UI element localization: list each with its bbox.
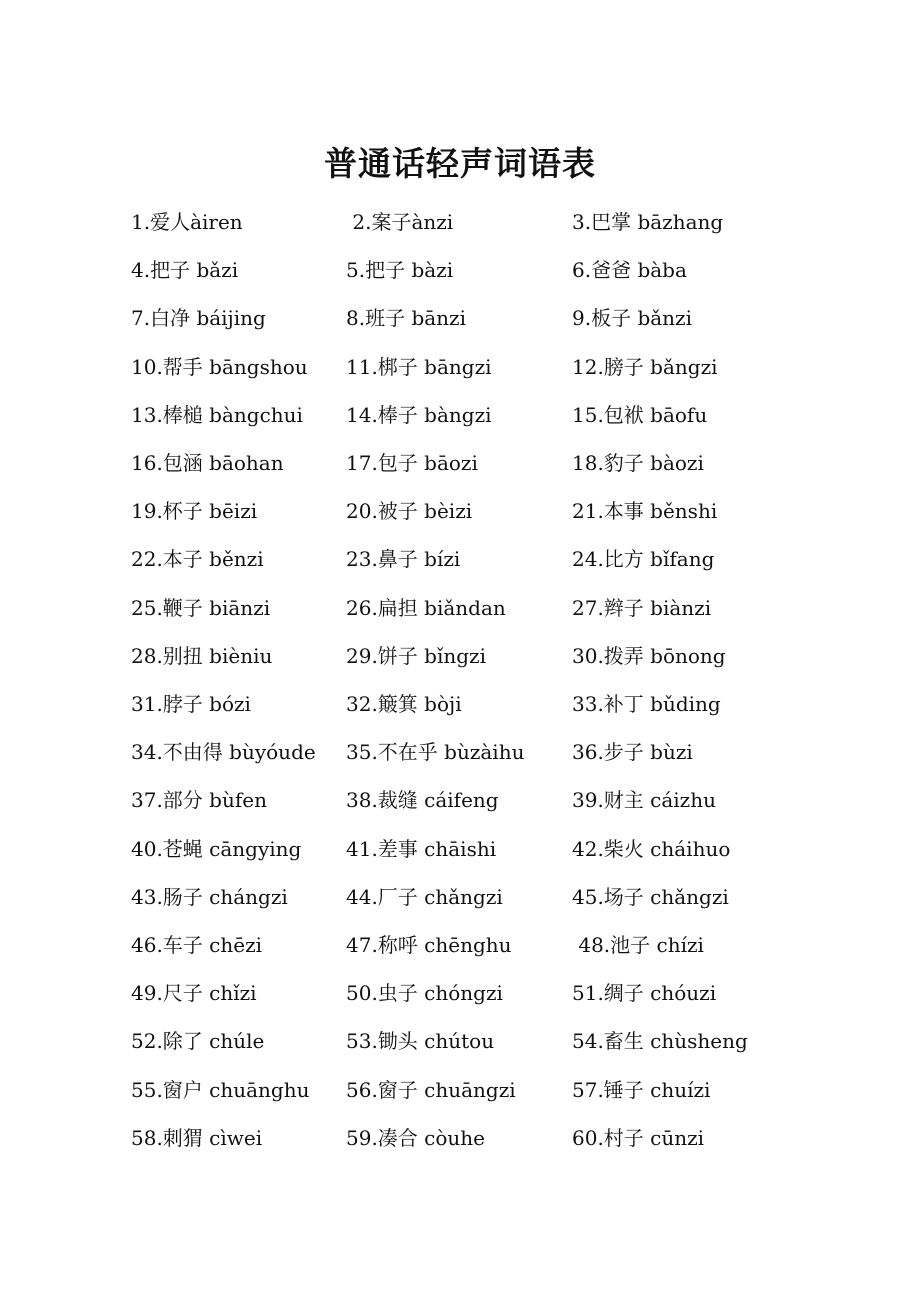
- word-entry: 11.梆子 bāngzi: [346, 355, 492, 379]
- word-entry: 55.窗户 chuānghu: [131, 1078, 310, 1102]
- word-row: [0, 593, 920, 623]
- word-row: [0, 400, 920, 430]
- word-entry: 25.鞭子 biānzi: [131, 596, 271, 620]
- word-row: [0, 1123, 920, 1153]
- word-entry: 21.本事 běnshi: [572, 499, 718, 523]
- word-entry: 36.步子 bùzi: [572, 740, 693, 764]
- word-entry: 39.财主 cáizhu: [572, 788, 716, 812]
- word-entry: 29.饼子 bǐngzi: [346, 644, 486, 668]
- word-entry: 51.绸子 chóuzi: [572, 981, 717, 1005]
- word-row: [0, 785, 920, 815]
- word-entry: 24.比方 bǐfang: [572, 547, 715, 571]
- word-row: [0, 544, 920, 574]
- word-row: [0, 1026, 920, 1056]
- word-entry: 58.刺猬 cìwei: [131, 1126, 263, 1150]
- word-entry: 13.棒槌 bàngchui: [131, 403, 303, 427]
- word-entry: 3.巴掌 bāzhang: [572, 210, 724, 234]
- word-entry: 28.别扭 bièniu: [131, 644, 273, 668]
- word-entry: 40.苍蝇 cāngying: [131, 837, 302, 861]
- word-entry: 27.辫子 biànzi: [572, 596, 712, 620]
- word-entry: 7.白净 báijing: [131, 306, 266, 330]
- word-entry: 6.爸爸 bàba: [572, 258, 687, 282]
- word-entry: 16.包涵 bāohan: [131, 451, 284, 475]
- word-entry: 10.帮手 bāngshou: [131, 355, 308, 379]
- word-entry: 19.杯子 bēizi: [131, 499, 258, 523]
- word-entry: 54.畜生 chùsheng: [572, 1029, 748, 1053]
- word-entry: 37.部分 bùfen: [131, 788, 267, 812]
- word-row: [0, 303, 920, 333]
- page-title: 普通话轻声词语表: [324, 144, 596, 183]
- word-row: [0, 882, 920, 912]
- word-row: [0, 448, 920, 478]
- word-entry: 42.柴火 cháihuo: [572, 837, 731, 861]
- word-entry: 34.不由得 bùyóude: [131, 740, 316, 764]
- word-entry: 23.鼻子 bízi: [346, 547, 461, 571]
- word-entry: 31.脖子 bózi: [131, 692, 251, 716]
- word-entry: 32.簸箕 bòji: [346, 692, 462, 716]
- word-row: [0, 930, 920, 960]
- word-entry: 8.班子 bānzi: [346, 306, 466, 330]
- word-row: [0, 834, 920, 864]
- word-entry: 48.池子 chízi: [572, 933, 704, 957]
- word-entry: 35.不在乎 bùzàihu: [346, 740, 525, 764]
- word-entry: 47.称呼 chēnghu: [346, 933, 512, 957]
- word-entry: 49.尺子 chǐzi: [131, 981, 257, 1005]
- word-row: [0, 352, 920, 382]
- word-row: [0, 207, 920, 237]
- word-entry: 17.包子 bāozi: [346, 451, 478, 475]
- word-entry: 57.锤子 chuízi: [572, 1078, 711, 1102]
- word-entry: 4.把子 bǎzi: [131, 258, 239, 282]
- word-entry: 5.把子 bàzi: [346, 258, 454, 282]
- word-entry: 1.爱人àiren: [131, 210, 243, 234]
- word-entry: 30.拨弄 bōnong: [572, 644, 726, 668]
- word-entry: 44.厂子 chǎngzi: [346, 885, 503, 909]
- word-entry: 18.豹子 bàozi: [572, 451, 704, 475]
- word-entry: 45.场子 chǎngzi: [572, 885, 729, 909]
- word-entry: 9.板子 bǎnzi: [572, 306, 692, 330]
- word-row: [0, 255, 920, 285]
- word-entry: 26.扁担 biǎndan: [346, 596, 506, 620]
- word-entry: 33.补丁 bǔding: [572, 692, 721, 716]
- word-row: [0, 978, 920, 1008]
- word-row: [0, 737, 920, 767]
- word-entry: 12.膀子 bǎngzi: [572, 355, 718, 379]
- word-row: [0, 1075, 920, 1105]
- word-entry: 46.车子 chēzi: [131, 933, 263, 957]
- word-row: [0, 641, 920, 671]
- word-entry: 50.虫子 chóngzi: [346, 981, 503, 1005]
- word-entry: 15.包袱 bāofu: [572, 403, 708, 427]
- word-entry: 56.窗子 chuāngzi: [346, 1078, 516, 1102]
- word-entry: 60.村子 cūnzi: [572, 1126, 705, 1150]
- word-entry: 53.锄头 chútou: [346, 1029, 495, 1053]
- word-entry: 41.差事 chāishi: [346, 837, 497, 861]
- word-entry: 2.案子ànzi: [346, 210, 454, 234]
- word-row: [0, 689, 920, 719]
- word-entry: 59.凑合 còuhe: [346, 1126, 486, 1150]
- word-row: [0, 496, 920, 526]
- word-entry: 14.棒子 bàngzi: [346, 403, 492, 427]
- word-entry: 52.除了 chúle: [131, 1029, 265, 1053]
- word-entry: 22.本子 běnzi: [131, 547, 264, 571]
- word-entry: 20.被子 bèizi: [346, 499, 473, 523]
- word-entry: 43.肠子 chángzi: [131, 885, 288, 909]
- word-entry: 38.裁缝 cáifeng: [346, 788, 499, 812]
